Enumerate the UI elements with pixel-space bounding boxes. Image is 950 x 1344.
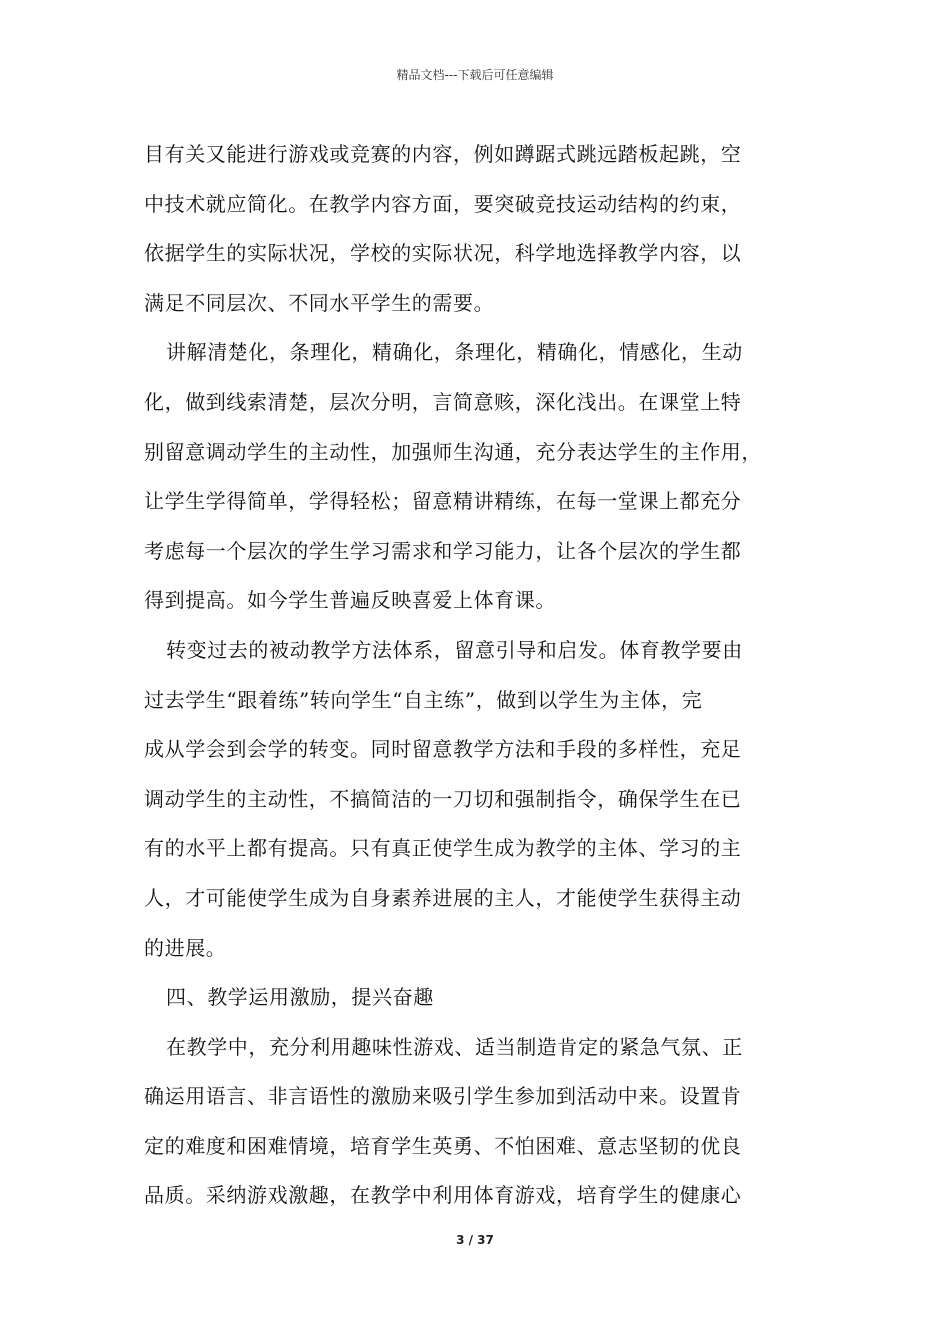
paragraph-3 xyxy=(144,626,824,973)
text-line: 化，做到线索清楚，层次分明，言简意赅，深化浅出。在课堂上特 xyxy=(144,389,742,414)
text-line: 得到提高。如今学生普遍反映喜爱上体育课。 xyxy=(144,588,556,613)
text-line: 过去学生“跟着练”转向学生“自主练”，做到以学生为主体，完 xyxy=(144,687,703,712)
text-line: 调动学生的主动性，不搞简洁的一刀切和强制指令，确保学生在已 xyxy=(144,786,742,811)
heading-line: 四、教学运用激励，提兴奋趣 xyxy=(166,985,434,1010)
text-line: 依据学生的实际状况，学校的实际状况，科学地选择教学内容，以 xyxy=(144,241,742,266)
text-line: 讲解清楚化，条理化，精确化，条理化，精确化，情感化，生动 xyxy=(166,340,743,365)
text-line: 成从学会到会学的转变。同时留意教学方法和手段的多样性，充足 xyxy=(144,737,742,762)
paragraph-2 xyxy=(144,328,824,626)
text-line: 目有关又能进行游戏或竞赛的内容，例如蹲踞式跳远踏板起跳，空 xyxy=(144,142,742,166)
text-line: 考虑每一个层次的学生学习需求和学习能力，让各个层次的学生都 xyxy=(144,538,742,563)
text-line: 的进展。 xyxy=(144,935,227,960)
text-line: 满足不同层次、不同水平学生的需要。 xyxy=(144,290,495,315)
document-body xyxy=(144,130,824,1221)
text-line: 有的水平上都有提高。只有真正使学生成为教学的主体、学习的主 xyxy=(144,836,742,861)
text-line: 人，才可能使学生成为自身素养进展的主人，才能使学生获得主动 xyxy=(144,885,742,910)
text-line: 品质。采纳游戏激趣，在教学中利用体育游戏，培育学生的健康心 xyxy=(144,1183,742,1208)
text-line: 确运用语言、非言语性的激励来吸引学生参加到活动中来。设置肯 xyxy=(144,1084,742,1109)
text-line: 转变过去的被动教学方法体系，留意引导和启发。体育教学要由 xyxy=(166,637,743,662)
text-line: 别留意调动学生的主动性，加强师生沟通，充分表达学生的主作用， xyxy=(144,439,762,464)
text-line: 让学生学得简单，学得轻松；留意精讲精练，在每一堂课上都充分 xyxy=(144,489,742,514)
page-number: 3 / 37 xyxy=(456,1233,494,1247)
section-heading xyxy=(144,973,824,1023)
paragraph-5 xyxy=(144,1023,824,1221)
text-line: 中技术就应简化。在教学内容方面，要突破竞技运动结构的约束， xyxy=(144,191,742,216)
page-header: 精品文档---下载后可任意编辑 xyxy=(396,68,554,82)
paragraph-1 xyxy=(144,130,824,328)
text-line: 在教学中，充分利用趣味性游戏、适当制造肯定的紧急气氛、正 xyxy=(166,1034,743,1059)
text-line: 定的难度和困难情境，培育学生英勇、不怕困难、意志坚韧的优良 xyxy=(144,1133,742,1158)
